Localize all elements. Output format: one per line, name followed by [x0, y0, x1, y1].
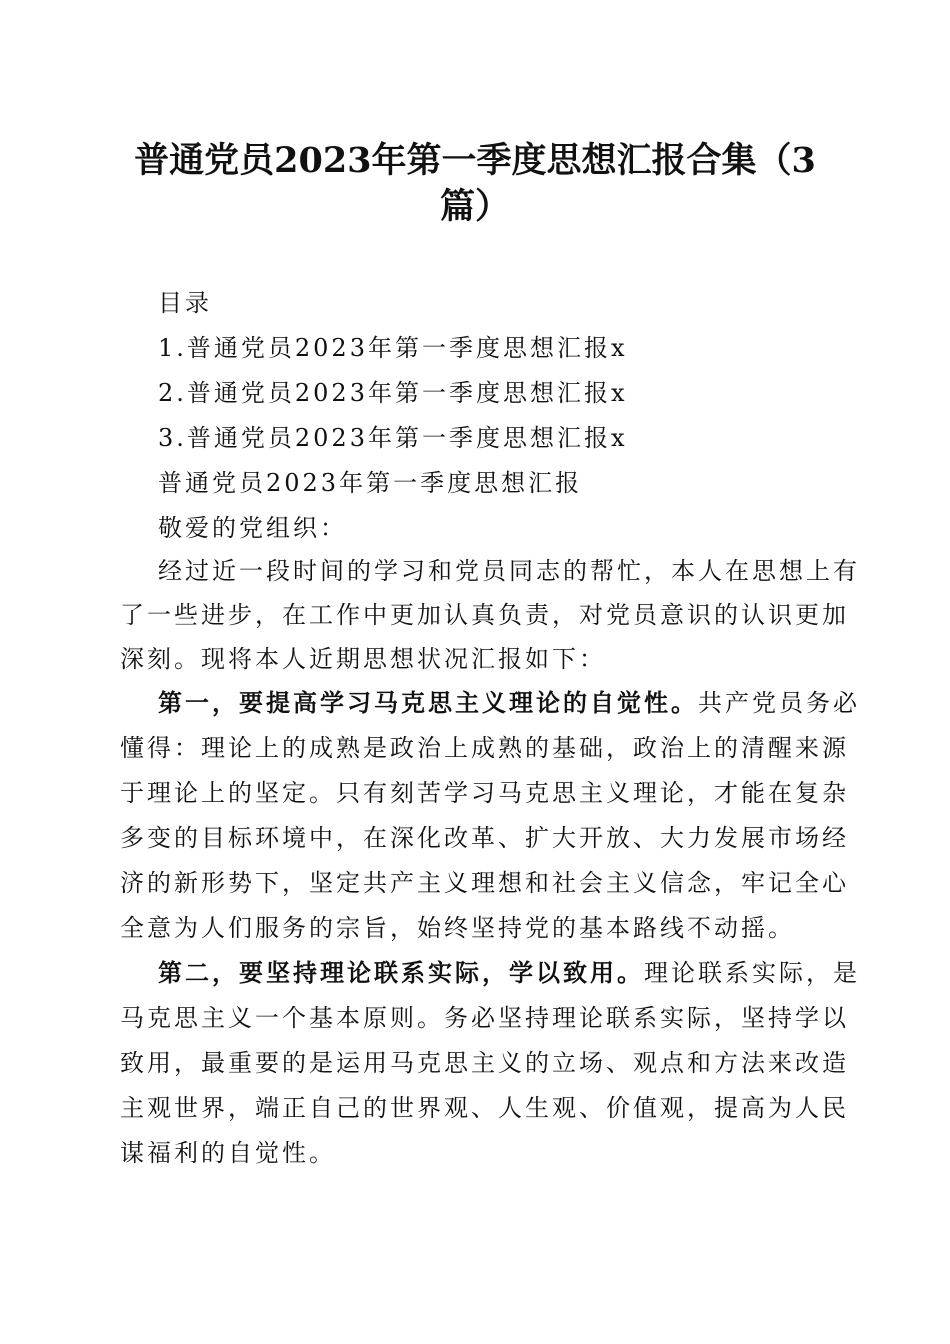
paragraph-3-line-1: [158, 953, 860, 988]
toc-item-2: 2.普通党员2023年第一季度思想汇报x: [158, 379, 628, 407]
toc-item-1: 1.普通党员2023年第一季度思想汇报x: [158, 334, 628, 362]
document-title: [110, 138, 840, 230]
paragraph-1-line-2: 了一些进步，在工作中更加认真负责，对党员意识的认识更加: [120, 601, 849, 629]
paragraph-3-line-5: 谋福利的自觉性。: [120, 1139, 336, 1167]
toc-item-3: 3.普通党员2023年第一季度思想汇报x: [158, 424, 628, 452]
paragraph-2-line-4: 多变的目标环境中，在深化改革、扩大开放、大力发展市场经: [120, 824, 849, 852]
paragraph-2-line-5: 济的新形势下，坚定共产主义理想和社会主义信念，牢记全心: [120, 869, 849, 897]
paragraph-1-line-1: 经过近一段时间的学习和党员同志的帮忙，本人在思想上有: [158, 557, 860, 585]
title-line-2: 篇）: [439, 186, 510, 227]
paragraph-1-line-3: 深刻。现将本人近期思想状况汇报如下：: [120, 645, 606, 673]
title-line-1: 普通党员2023年第一季度思想汇报合集（3: [134, 140, 816, 181]
paragraph-2-line-6: 全意为人们服务的宗旨，始终坚持党的基本路线不动摇。: [120, 914, 795, 942]
paragraph-2-first-rest: 共产党员务必: [698, 689, 860, 717]
section-title: 普通党员2023年第一季度思想汇报: [158, 469, 583, 497]
paragraph-2-line-2: 懂得：理论上的成熟是政治上成熟的基础，政治上的清醒来源: [120, 734, 849, 762]
paragraph-3-line-3: 致用，最重要的是运用马克思主义的立场、观点和方法来改造: [120, 1049, 849, 1077]
paragraph-3-line-2: 马克思主义一个基本原则。务必坚持理论联系实际，坚持学以: [120, 1004, 849, 1032]
paragraph-2-line-1: [158, 683, 860, 718]
paragraph-3-heading: 第二，要坚持理论联系实际，学以致用。: [158, 958, 644, 987]
toc-heading: 目录: [158, 289, 212, 317]
paragraph-3-line-4: 主观世界，端正自己的世界观、人生观、价值观，提高为人民: [120, 1094, 849, 1122]
paragraph-2-heading: 第一，要提高学习马克思主义理论的自觉性。: [158, 688, 698, 717]
paragraph-3-first-rest: 理论联系实际，是: [644, 959, 860, 987]
salutation: 敬爱的党组织：: [158, 514, 347, 542]
paragraph-2-line-3: 于理论上的坚定。只有刻苦学习马克思主义理论，才能在复杂: [120, 779, 849, 807]
